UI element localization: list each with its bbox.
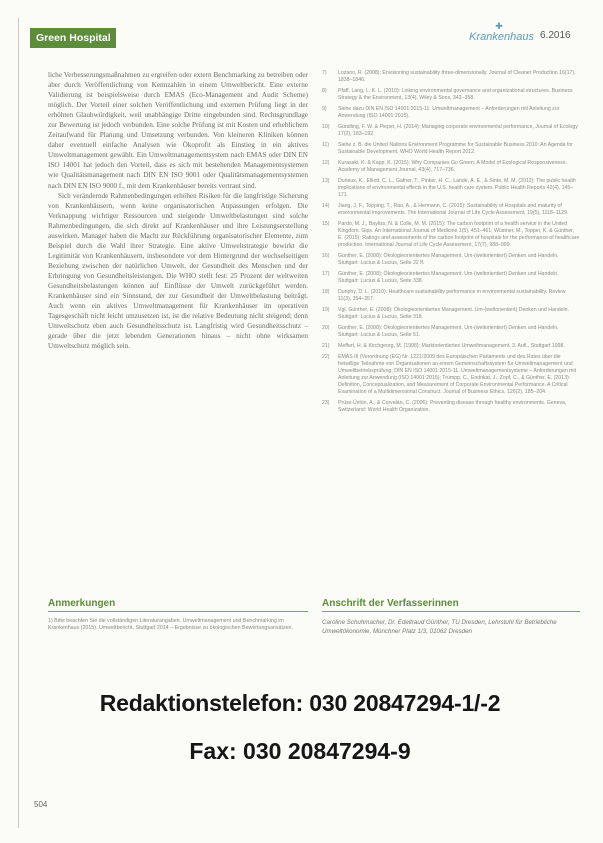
anmerkungen-heading: Anmerkungen bbox=[48, 598, 116, 609]
issue-number: 6.2016 bbox=[540, 30, 571, 41]
reference-item: 9) Siehe dazu DIN EN ISO 14001:2015-11. Umweltmanagement – Anforderungen mit Anleitung zur Anwendung (ISO 14001:2015). bbox=[322, 106, 560, 119]
anmerkungen-text: 1) Bitte beachten Sie die vollständigen Literaturangaben. Umweltmanagement und Benchmarking im Krankenhaus (2015). Umweltbericht, Stuttgart 2014 – Ergebnisse zu ökologischen Bewertungsansätzen. bbox=[48, 618, 293, 631]
authors-address: Caroline Schuhmacher, Dr. Edeltraud Günther, TU Dresden, Lehrstuhl für Betriebliche Umweltökonomie, Münchner Platz 1/3, 01062 Dresden bbox=[322, 619, 557, 635]
reference-item: 15) Pardo, M. J., Bayliss, N. & Colle, M. M. (2015): The carbon footprint of a health service in the United Kingdom. Gips. An International Journal of Medicine 1(5), 451–461; Wüstner, M., Topper, K. & Günther, E. (2015): Ratings and assessments of the carbon footprint of hospitals for the performance of healthcare production. International Journal of Life Cycle Assessment, 17(7), 988–999. bbox=[322, 221, 580, 248]
reference-item: 21) Meffert, H. & Kirchgeorg, M. (1998): Marktorientiertes Umweltmanagement. 3. Aufl., Stuttgart 1998. bbox=[322, 343, 565, 349]
reference-item: 11) Siehe z. B. die United Nations Environment Programme for Sustainable Business 2010: An Agenda for Sustainable Development. WHO World Health Report 2012. bbox=[322, 142, 574, 155]
reference-item: 12) Kurasaki, K. & Kapp, K. (2015): Why Companies Go Green: A Model of Ecological Responsiveness. Academy of Management Journal, 43(4), 717–736. bbox=[322, 160, 567, 173]
body-paragraph: liche Verbesserungsmaßnahmen zu ergreifen oder extern Benchmarking zu betreiben oder aber durch Veröffentlichung von Kennzahlen in einem Umweltbericht. Eine externe Validierung ist beispielsweise durch EMAS (Eco-Management and Audit Scheme) möglich. Der Vorteil einer solchen Veröffentlichung und externen Prüfung liegt in der erhöhten Glaubwürdigkeit, weil unabhängige Dritte eingebunden sind. Rechtsgrundlage zur Bewertung ist jedoch verbunden. Eine solche Prüfung ist mit Kosten und erheblichem Zeitaufwand für Planung und Umsetzung verbunden. Von kleineren Kliniken können daher eventuell einfache Analysen wie Ökoprofit als Einstieg in ein aktives Umweltmanagement gewählt. Ein Umweltmanagementsystem nach EMAS oder DIN EN ISO 14001 hat jedoch den Vorteil, dass es sich mit bestehenden Managementsystemen wie Qualitätsmanagement nach DIN EN ISO 9001 oder Qualitätsmanagementsystemen nach DIN EN ISO 9000 f., mit dem Krankenhäuser bereits vertraut sind. bbox=[48, 71, 308, 190]
reference-item: 22) EMAS III (Verordnung (EG) Nr. 1221/2009 des Europäischen Parlaments und des Rates über die freiwillige Teilnahme von Organisationen an einem Gemeinschaftssystem für Umweltmanagement und Umweltbetriebsprüfung; DIN EN ISO 14001:2015-11. Umweltmanagementsysteme – Anforderungen mit Anleitung zur Anwendung (ISO 14001:2015); Trumpp, C., Endrikat, J., Zopf, C., & Günther, E. (2013): Definition, Conceptualization, and Measurement of Corporate Environmental Performance. A Critical Examination of a Multidimensional Construct. Journal of Business Ethics, 126(2), 185–204. bbox=[322, 354, 577, 395]
reference-item: 23) Prüss-Üstün, A., & Corvalán, C. (2006): Preventing disease through healthy environments. Geneva, Switzerland: World Health Organization. bbox=[322, 400, 567, 413]
reference-item: 8) Pfaff, Lang, L. K. L. (2010): Linking environmental governance and organizational structures. Business Strategy & the Environment, 13(4), Wiley & Sons, 342–358. bbox=[322, 88, 573, 101]
reference-item: 18) Dunphy, D. L. (2010): Healthcare sustainability performance in environmental sustainability. Review 11(3), 354–357. bbox=[322, 289, 566, 302]
reference-item: 20) Günther, E. (2008): Ökologieorientiertes Management. Um-(weltorientiert) Denken und Handeln. Stuttgart: Lucius & Lucius, Seite 51. bbox=[322, 325, 559, 338]
page-header bbox=[30, 21, 571, 50]
editorial-fax: Fax: 030 20847294-9 bbox=[189, 738, 411, 764]
cross-icon: ✚ bbox=[495, 21, 503, 31]
authors-rule bbox=[322, 611, 580, 612]
reference-item: 19) Vgl. Günther, E. (2008): Ökologieorientiertes Management. Um-(weltorientiert) Denken und Handeln. Stuttgart: Lucius & Lucius, Seite 318. bbox=[322, 307, 569, 320]
reference-item: 7) Lozano, R. (2008): Envisioning sustainability three-dimensionally. Journal of Cleaner Production 16(17), 1838–1846. bbox=[322, 70, 576, 83]
magazine-logo bbox=[464, 22, 534, 46]
section-title: Green Hospital bbox=[30, 28, 116, 48]
page-edge-line bbox=[18, 18, 19, 828]
references-list bbox=[322, 70, 580, 590]
logo-text: Krankenhaus bbox=[469, 31, 534, 43]
anmerkungen-rule bbox=[48, 611, 308, 612]
editorial-phone: Redaktionstelefon: 030 20847294-1/-2 bbox=[99, 690, 501, 716]
reference-item: 13) Durieux, K., Elliott, C. L., Gafner, T., Pinker, H. C., Lande, A. E., & Sinte, M. M. (2012): The public health implications of environmental effects in the U.S. health care system. Public Health Reports 42(4), 145–171. bbox=[322, 178, 576, 198]
reference-item: 17) Günther, E. (2008): Ökologieorientiertes Management. Um-(weltorientiert) Denken und Handeln. Stuttgart: Lucius & Lucius, Seite 338. bbox=[322, 271, 559, 284]
body-paragraph: Sich verändernde Rahmenbedingungen erhöhen Risiken für die langfristige Sicherung von Krankenhäusern, wenn keine organisatorischen Anpassungen erfolgen. Die Verknappung wichtiger Ressourcen und steigende Umweltbelastungen sind solche Rahmenbedingungen, die sich direkt auf Krankenhäuser und ihre Leistungserstellung auswirken. Manager haben die Macht zur Rückführung organisatorischer Elemente, zum Beispiel durch die Wahl ihrer Strategie. Eine aktive Umweltstrategie bewirkt die Legitimität von Krankenhäusern, insbesondere vor dem Hintergrund der wechselseitigen Beziehung zwischen der natürlichen Umwelt, der Gesundheit des Menschen und der Erbringung von Gesundheitsleistungen. Die WHO stellt fest: 25 Prozent der weltweiten Gesundheitsbelastungen können auf Einflüsse der Umwelt zurückgeführt werden. Krankenhäuser sind ein Sinnstand, der zur Gesundheit der Umweltbelastung beiträgt. Auch wenn ein aktives Umweltmanagement für Krankenhäuser im operativen Tagesgeschäft nicht leicht umzusetzen ist, ist die relative Bedeutung nicht steigend; denn Umweltschutz eben auch Gesundheitsschutz ist. Langfristig wird Gesundheitsschutz – gerade über die jetzt lebenden Generationen hinaus – nicht ohne wirksamen Umweltschutz möglich sein. bbox=[48, 191, 308, 351]
authors-heading: Anschrift der Verfasserinnen bbox=[322, 598, 459, 609]
reference-item: 10) Gündling, F. W. & Pieper, H. (2014): Managing corporate environmental performance, Journal of Ecology 17(2), 183–192. bbox=[322, 124, 578, 137]
reference-item: 16) Günther, E. (2008): Ökologieorientiertes Management. Um-(weltorientiert) Denken und Handeln. Stuttgart: Lucius & Lucius, Seite 22 ff. bbox=[322, 253, 559, 266]
page-number: 504 bbox=[34, 800, 48, 809]
article-body bbox=[48, 70, 308, 590]
reference-item: 14) Jiang, J. F., Topping, T., Rao, A., & Hermann, C. (2015): Sustainability of Hospitals and maturity of environmental improvements. The International Journal of Life Cycle Assessment, 19(5), 1118–1129. bbox=[322, 203, 569, 216]
